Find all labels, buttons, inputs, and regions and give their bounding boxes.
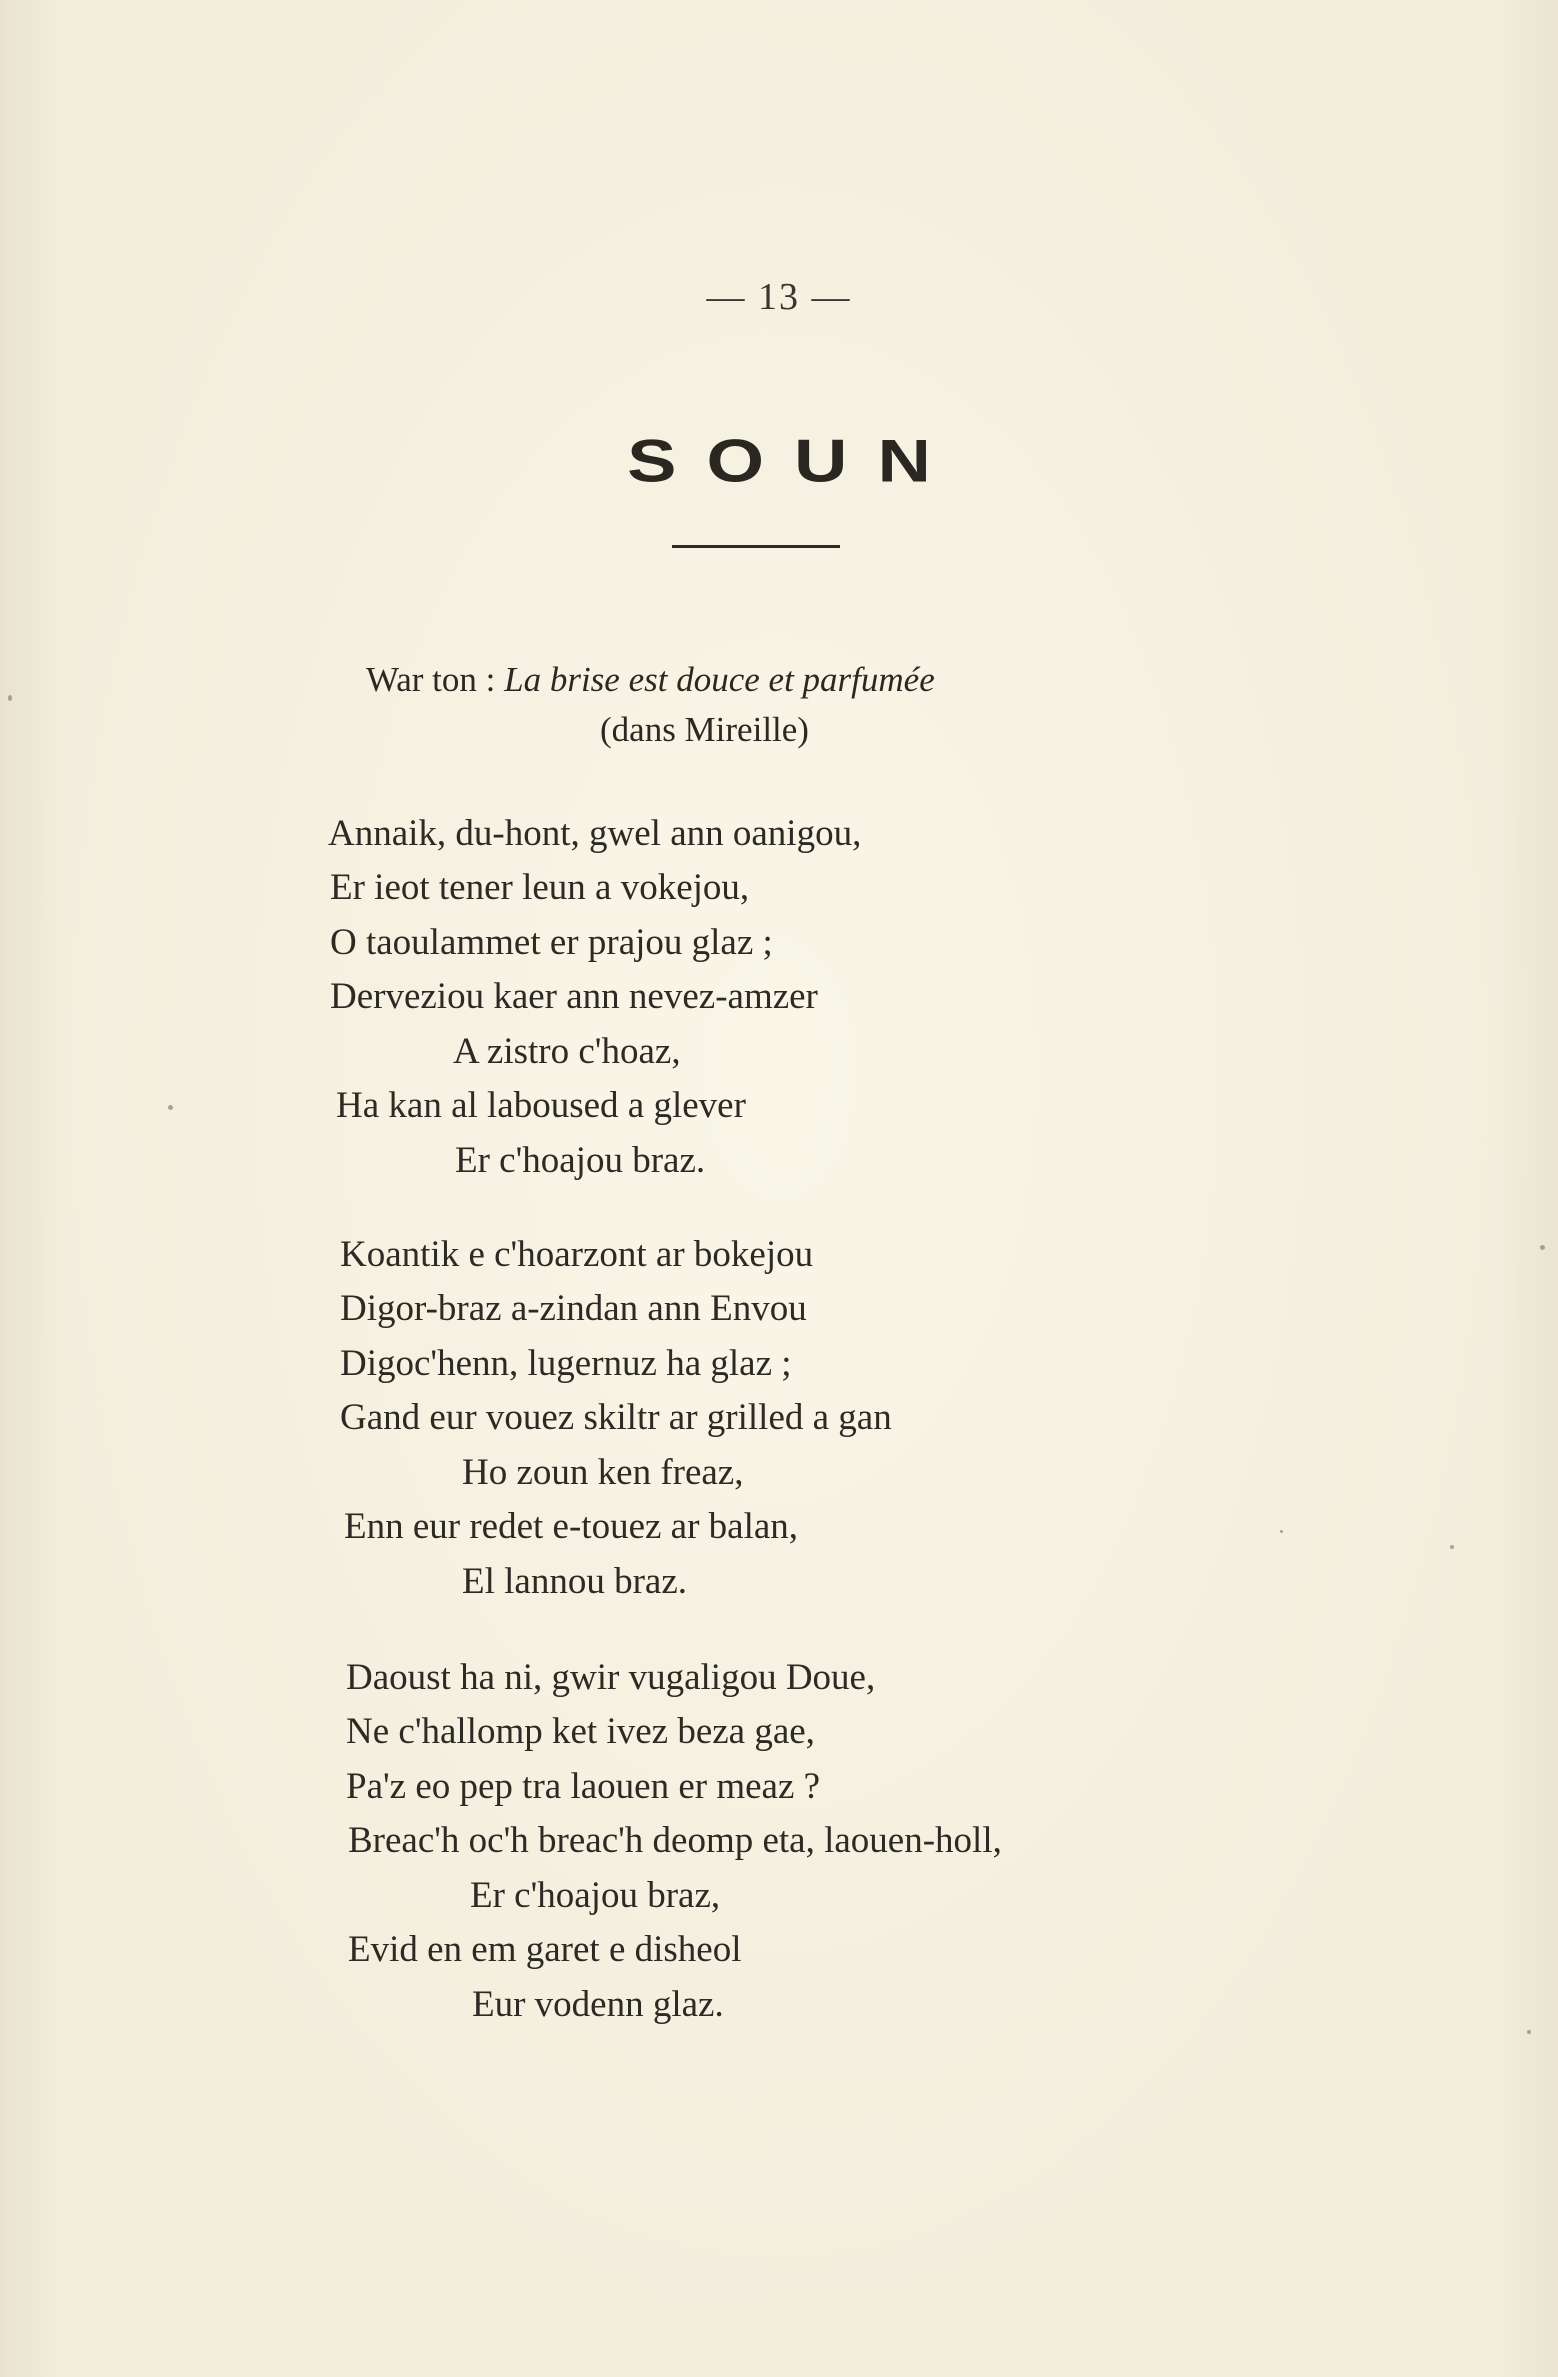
verse-line: O taoulammet er prajou glaz ; [330,922,773,963]
verse-line: Breac'h oc'h breac'h deomp eta, laouen-holl, [348,1820,1002,1861]
verse-line: Ha kan al laboused a glever [336,1085,746,1126]
verse-line: A zistro c'hoaz, [453,1031,681,1072]
tune-prefix: War ton : [366,660,505,699]
tune-indication [366,660,935,700]
title-underline [672,545,840,548]
paper-speck [1280,1530,1283,1533]
poem-title: SOUN [627,426,961,495]
verse-line: Derveziou kaer ann nevez-amzer [330,976,818,1017]
paper-speck [8,695,12,701]
verse-line: Ho zoun ken freaz, [462,1452,744,1493]
verse-line: El lannou braz. [462,1561,687,1602]
verse-line: Er c'hoajou braz. [455,1140,706,1181]
page-number: — 13 — [706,276,852,318]
verse-line: Digor-braz a-zindan ann Envou [340,1288,807,1329]
verse-line: Digoc'henn, lugernuz ha glaz ; [340,1343,792,1384]
verse-line: Ne c'hallomp ket ivez beza gae, [346,1711,815,1752]
paper-speck [168,1105,173,1110]
verse-line: Er c'hoajou braz, [470,1875,721,1916]
verse-line: Pa'z eo pep tra laouen er meaz ? [346,1766,821,1807]
verse-line: Daoust ha ni, gwir vugaligou Doue, [346,1657,876,1698]
verse-line: Evid en em garet e disheol [348,1929,742,1970]
tune-source: (dans Mireille) [600,710,809,749]
paper-speck [1527,2030,1531,2034]
paper-speck [1540,1245,1545,1250]
verse-line: Annaik, du-hont, gwel ann oanigou, [328,813,862,854]
verse-line: Er ieot tener leun a vokejou, [330,867,750,908]
verse-line: Gand eur vouez skiltr ar grilled a gan [340,1397,892,1438]
verse-line: Enn eur redet e-touez ar balan, [344,1506,799,1547]
tune-work-title: La brise est douce et parfumée [504,660,935,699]
paper-speck [1450,1545,1454,1549]
verse-line: Eur vodenn glaz. [472,1984,724,2025]
verse-line: Koantik e c'hoarzont ar bokejou [340,1234,814,1275]
